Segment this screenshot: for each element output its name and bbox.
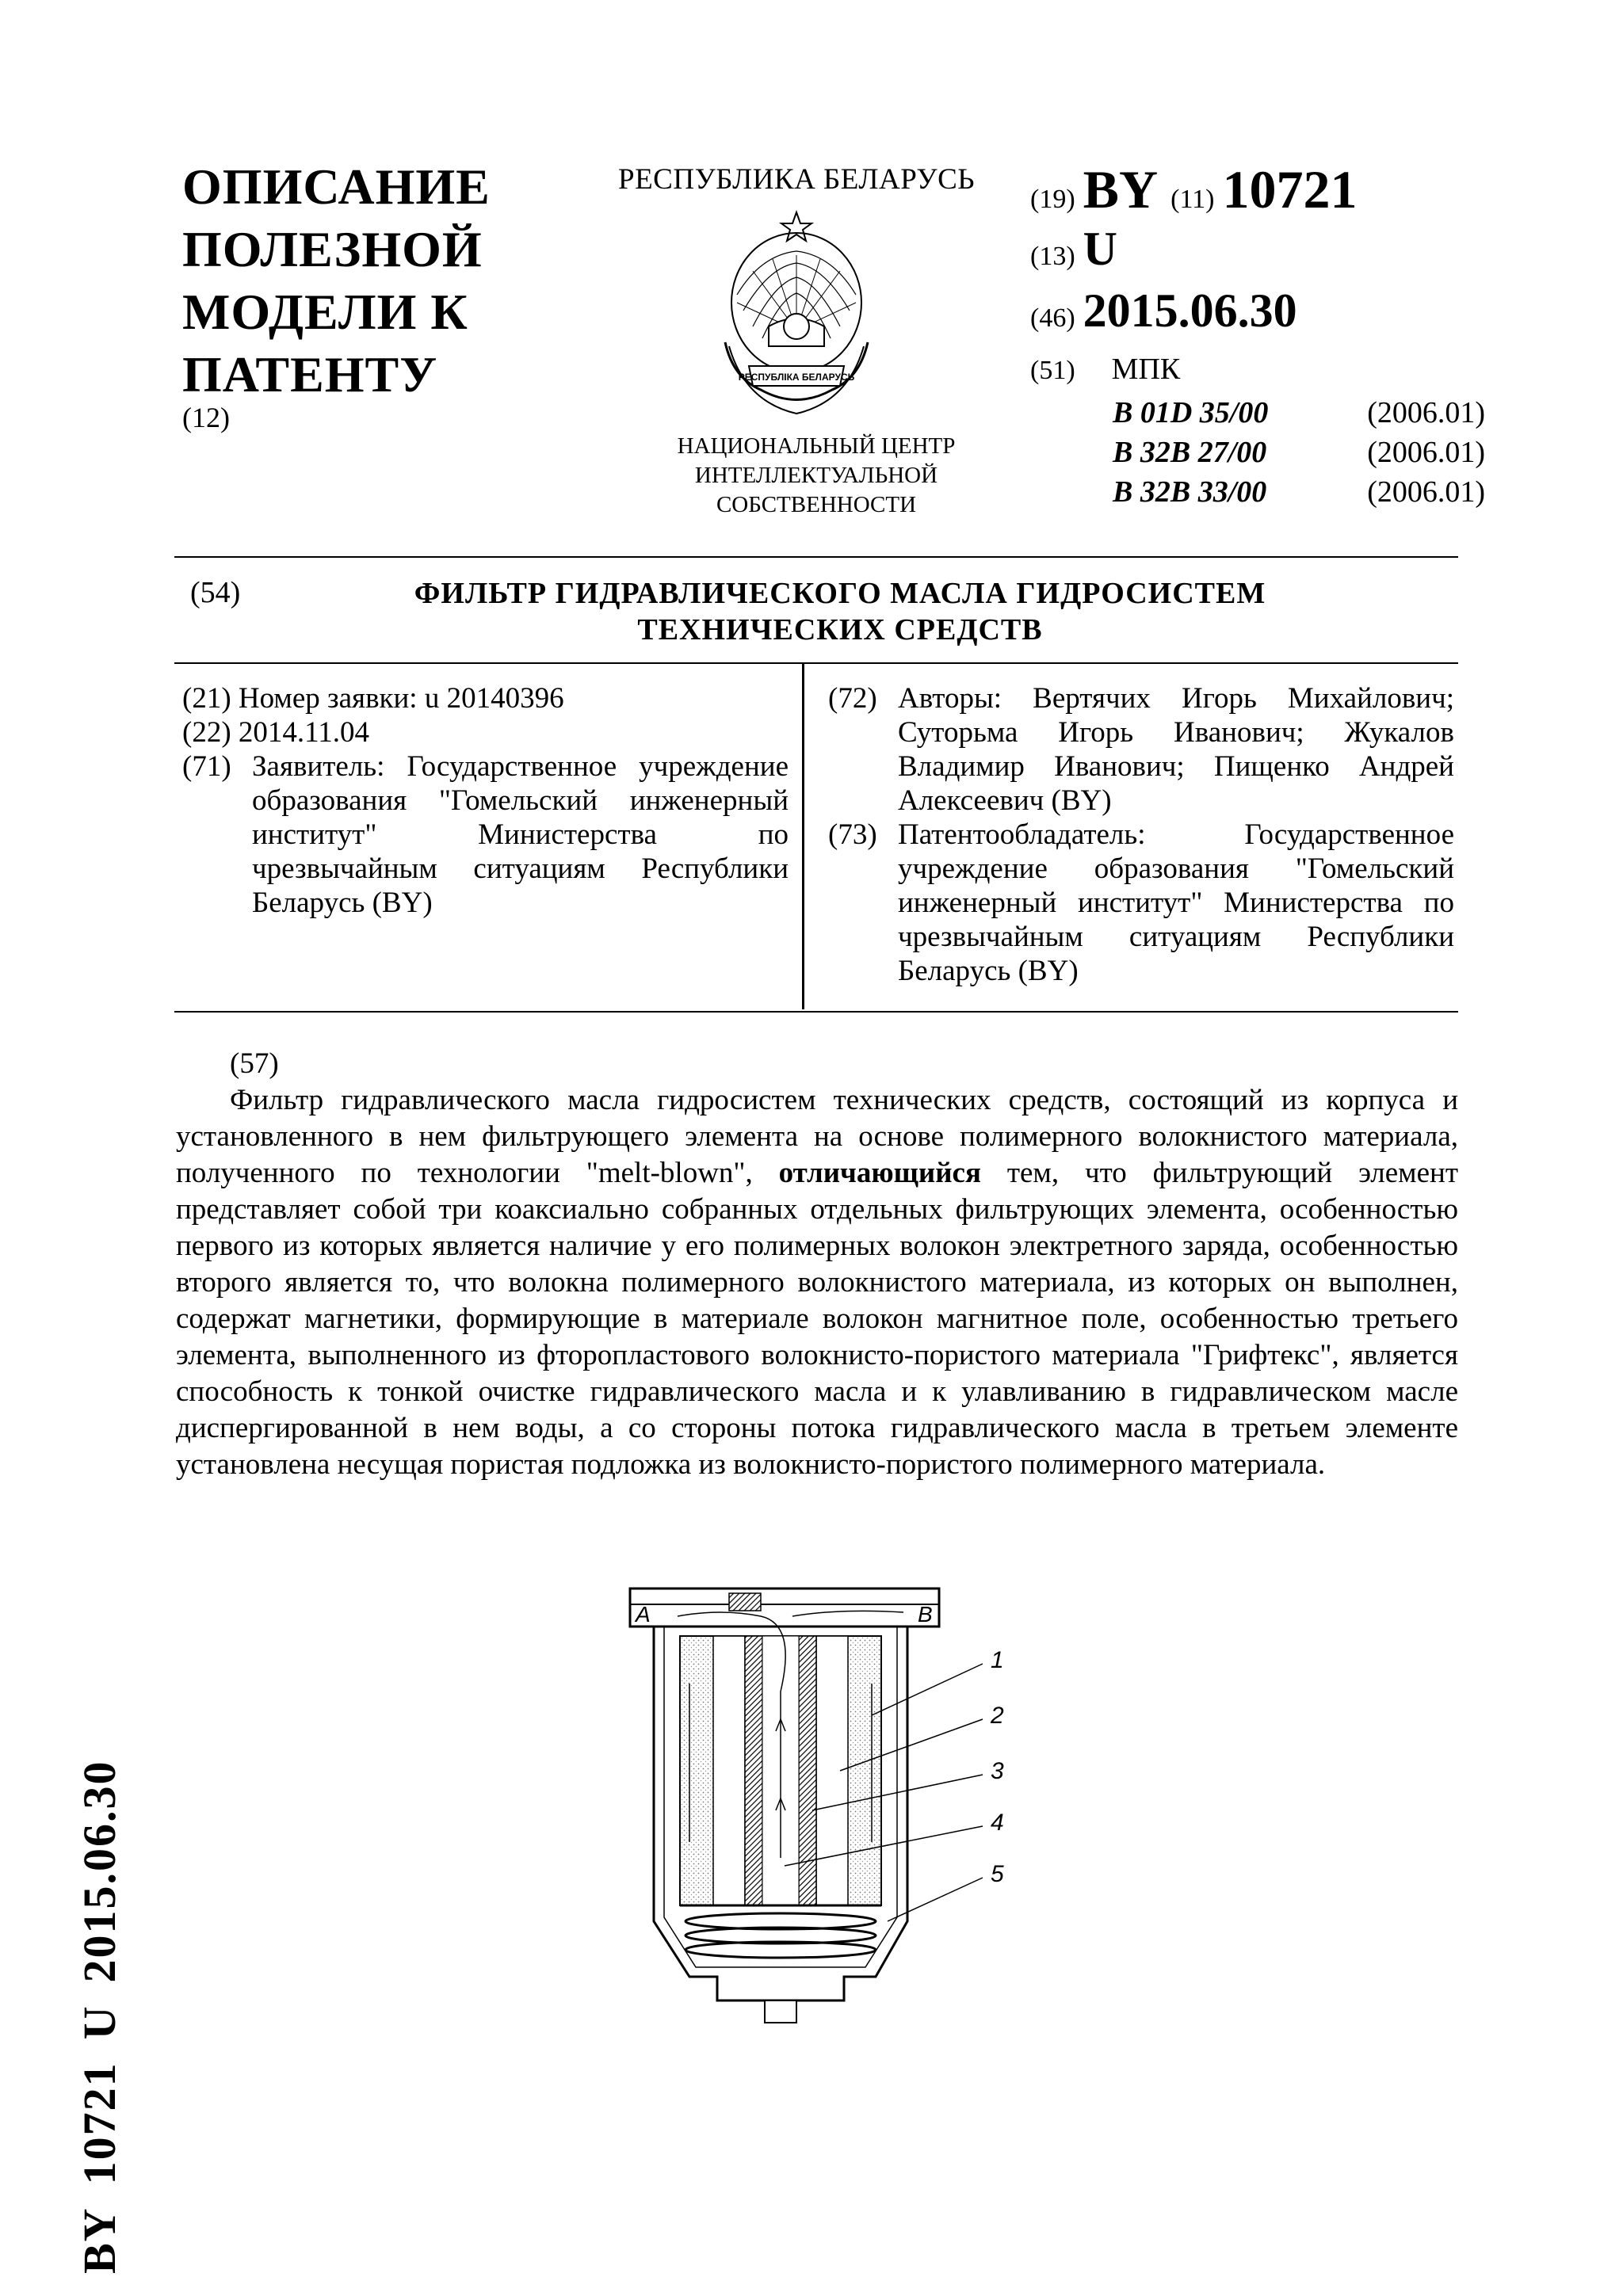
application-number: [182, 681, 789, 715]
centre-line: СОБСТВЕННОСТИ: [716, 492, 917, 517]
national-centre-name: [650, 432, 983, 520]
abstract-part-2: тем, что фильтрующий элемент представляет собой три коаксиально собранных отдельных фильтрующих элемента, особенностью первого из которых является наличие у его полимерных волокон электретного заряда, особенностью второго является то, что волокна полимерного волокнистого материала, из которых он выполнен, содержат магнетики, формирующие в материале волокон магнитное поле, особенностью третьего элемента, выполненного из фторопластового волокнисто-пористого материала "Грифтекс", является способность к тонкой очистке гидравлического масла и к улавливанию в гидравлическом масле диспергированной в нем воды, а со стороны потока гидравлического масла в третьем элементе установлена несущая пористая подложка из волокнисто-пористого полимерного материала.: [176, 1157, 1458, 1481]
ipc-version: (2006.01): [1367, 436, 1485, 469]
republic-name: РЕСПУБЛИКА БЕЛАРУСЬ: [618, 163, 976, 196]
bibliographic-data: [1030, 158, 1485, 512]
callout-2: 2: [991, 1703, 1004, 1729]
callout-3: 3: [991, 1758, 1004, 1784]
ipc-version: (2006.01): [1367, 396, 1485, 429]
filing-date: [182, 715, 789, 749]
code-22: (22): [182, 716, 231, 749]
side-kind: U: [74, 2004, 125, 2040]
ipc-version: (2006.01): [1367, 475, 1485, 509]
emblem-ribbon-text: РЕСПУБЛIКА БЕЛАРУСЬ: [738, 372, 855, 383]
code-12: (12): [182, 402, 230, 433]
side-date: 2015.06.30: [74, 1760, 125, 1983]
ipc-row: [1113, 393, 1485, 433]
ipc-row: [1113, 433, 1485, 472]
centre-line: НАЦИОНАЛЬНЫЙ ЦЕНТР: [677, 433, 956, 459]
kind-code: U: [1083, 223, 1117, 275]
publication-date: 2015.06.30: [1083, 284, 1297, 337]
port-a-label: A: [636, 1602, 651, 1627]
callout-1: 1: [991, 1647, 1004, 1673]
abstract-keyword: отличающийся: [778, 1157, 981, 1189]
divider-bottom: [174, 1011, 1458, 1013]
authors-text: Авторы: Вертячих Игорь Михайлович; Суторьма Игорь Иванович; Жукалов Владимир Иванович; Пищенко Андрей Алексеевич (BY): [898, 682, 1454, 817]
divider-middle: [174, 662, 1458, 664]
abstract-part-1: Фильтр гидравлического масла гидросистем технических средств, состоящий из корпуса и установленного в нем фильтрующего элемента на основе полимерного волокнистого материала, полученного по технологии "melt-blown",: [176, 1084, 1458, 1189]
abstract: [176, 1046, 1458, 1483]
code-57: (57): [230, 1047, 279, 1080]
code-46: (46): [1030, 303, 1075, 333]
code-21: (21): [182, 682, 231, 715]
applicant: [182, 749, 789, 920]
filter-drawing: [602, 1573, 1038, 2064]
code-13: (13): [1030, 242, 1075, 271]
ipc-row: [1113, 472, 1485, 512]
owner-text: Патентообладатель: Государственное учреждение образования "Гомельский инженерный институт" Министерства по чрезвычайным ситуациям Республики Беларусь (BY): [898, 818, 1454, 987]
column-divider: [802, 664, 804, 1009]
country-code: BY: [1083, 159, 1159, 219]
code-51: (51): [1030, 356, 1075, 385]
ipc-list: [1113, 393, 1485, 512]
document-type-title: [182, 155, 491, 406]
application-number-text: Номер заявки: u 20140396: [238, 682, 564, 715]
code-71: (71): [182, 750, 231, 783]
callout-4: 4: [991, 1810, 1004, 1836]
ipc-class: B 32B 33/00: [1113, 475, 1267, 509]
title-line-1: ФИЛЬТР ГИДРАВЛИЧЕСКОГО МАСЛА ГИДРОСИСТЕМ: [414, 577, 1266, 610]
side-country: BY: [74, 2206, 125, 2274]
applicant-text: Заявитель: Государственное учреждение образования "Гомельский инженерный институт" Министерства по чрезвычайным ситуациям Республики Беларусь (BY): [252, 750, 789, 919]
patent-number: 10721: [1222, 159, 1358, 219]
code-73: (73): [828, 818, 877, 851]
divider-top: [174, 556, 1458, 558]
filing-date-text: 2014.11.04: [238, 716, 370, 749]
code-19: (19): [1030, 185, 1075, 214]
title-line: ПАТЕНТУ: [182, 346, 438, 402]
ipc-class: B 01D 35/00: [1113, 396, 1269, 429]
patent-owner: [828, 818, 1454, 988]
abstract-text: [176, 1082, 1458, 1483]
code-72: (72): [828, 682, 877, 715]
title-line-2: ТЕХНИЧЕСКИХ СРЕДСТВ: [637, 613, 1043, 646]
code-54: (54): [190, 576, 241, 609]
side-identifier: [73, 1738, 126, 2274]
authors: [828, 681, 1454, 818]
application-data: [182, 681, 789, 920]
side-number: 10721: [74, 2061, 125, 2185]
callout-5: 5: [991, 1861, 1004, 1887]
code-11: (11): [1170, 185, 1215, 214]
title-line: МОДЕЛИ К: [182, 284, 468, 340]
title-line: ОПИСАНИЕ: [182, 158, 491, 215]
centre-line: ИНТЕЛЛЕКТУАЛЬНОЙ: [694, 463, 938, 488]
persons-data: [828, 681, 1454, 988]
port-b-label: B: [918, 1602, 933, 1627]
state-emblem-icon: [713, 208, 880, 420]
ipc-class: B 32B 27/00: [1113, 436, 1267, 469]
title-line: ПОЛЕЗНОЙ: [182, 221, 483, 277]
ipc-label: МПК: [1111, 353, 1181, 386]
